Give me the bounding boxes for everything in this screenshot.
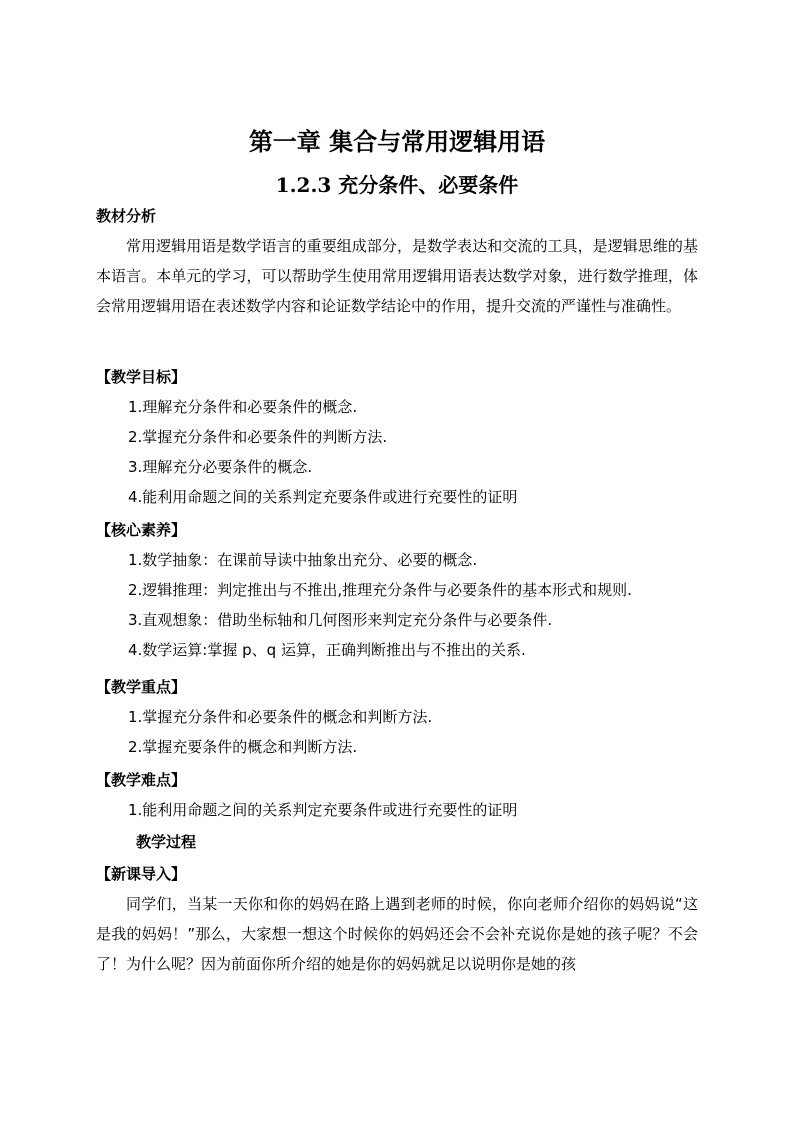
goals-section <box>96 362 698 512</box>
list-item: 1.掌握充分条件和必要条件的概念和判断方法. <box>128 708 433 726</box>
list-item: 2.掌握充分条件和必要条件的判断方法. <box>128 428 388 446</box>
process-heading: 教学过程 <box>136 833 197 851</box>
intro-section <box>96 859 698 979</box>
list-item: 4.能利用命题之间的关系判定充要条件或进行充要性的证明 <box>128 488 518 506</box>
analysis-heading: 教材分析 <box>96 207 157 225</box>
difficulties-heading: 【教学难点】 <box>96 771 187 789</box>
literacy-heading: 【核心素养】 <box>96 521 187 539</box>
list-item: 1.数学抽象：在课前导读中抽象出充分、必要的概念. <box>128 551 478 569</box>
list-item: 2.逻辑推理：判定推出与不推出,推理充分条件与必要条件的基本形式和规则. <box>128 581 632 599</box>
goals-heading: 【教学目标】 <box>96 368 187 386</box>
list-item: 3.直观想象：借助坐标轴和几何图形来判定充分条件与必要条件. <box>128 611 553 629</box>
intro-paragraph: 同学们，当某一天你和你的妈妈在路上遇到老师的时候，你向老师介绍你的妈妈说“这是我的妈妈！”那么，大家想一想这个时候你的妈妈还会不会补充说你是她的孩子呢？不会了！为什么呢？因为前面你所介绍的她是你的妈妈就足以说明你是她的孩 <box>96 895 698 973</box>
literacy-section <box>96 515 698 665</box>
process-section <box>96 827 698 857</box>
key-points-section <box>96 672 698 762</box>
difficulties-section <box>96 765 698 825</box>
list-item: 1.理解充分条件和必要条件的概念. <box>128 398 358 416</box>
key-points-heading: 【教学重点】 <box>96 678 187 696</box>
list-item: 3.理解充分必要条件的概念. <box>128 458 313 476</box>
section-title: 1.2.3 充分条件、必要条件 <box>275 173 519 197</box>
analysis-section <box>96 201 698 321</box>
list-item: 4.数学运算:掌握 p、q 运算，正确判断推出与不推出的关系. <box>128 641 526 659</box>
analysis-paragraph: 常用逻辑用语是数学语言的重要组成部分，是数学表达和交流的工具，是逻辑思维的基本语言。本单元的学习，可以帮助学生使用常用逻辑用语表达数学对象，进行数学推理，体会常用逻辑用语在表述数学内容和论证数学结论中的作用，提升交流的严谨性与准确性。 <box>96 237 698 315</box>
list-item: 2.掌握充要条件的概念和判断方法. <box>128 738 358 756</box>
intro-heading: 【新课导入】 <box>96 865 187 883</box>
list-item: 1.能利用命题之间的关系判定充要条件或进行充要性的证明 <box>128 801 518 819</box>
chapter-title: 第一章 集合与常用逻辑用语 <box>248 127 546 156</box>
